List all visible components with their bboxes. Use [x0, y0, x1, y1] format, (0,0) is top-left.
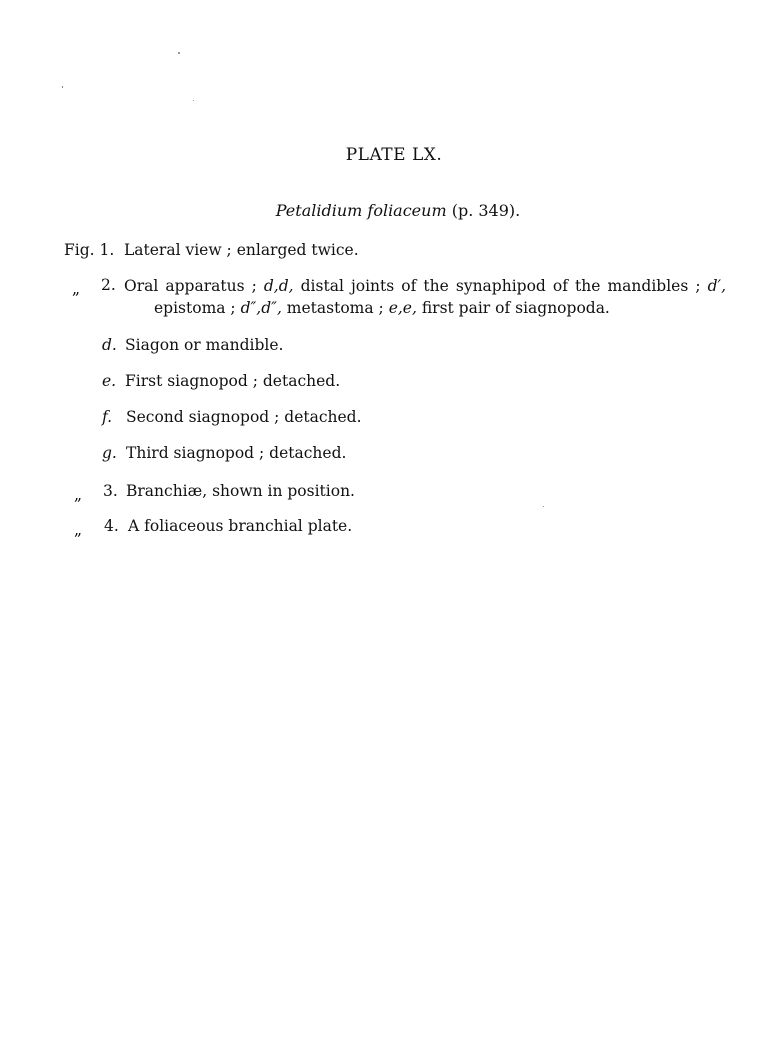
caption-text: metastoma ;	[281, 299, 389, 317]
subfig-f-letter: f.	[102, 408, 113, 426]
page-reference: (p. 349).	[446, 201, 521, 220]
caption-text: distal joints of the synaphipod of the mandibles ;	[293, 277, 708, 295]
subfig-g-letter: g.	[102, 444, 117, 462]
plate-subtitle	[0, 201, 776, 220]
caption-text: Oral apparatus ;	[124, 277, 264, 295]
subfig-d-letter: d.	[102, 336, 117, 354]
fig-number: 1.	[99, 241, 115, 259]
caption-italic: d,d,	[263, 277, 294, 295]
fig-4-caption: A foliaceous branchial plate.	[128, 517, 353, 535]
fig-3-caption: Branchiæ, shown in position.	[126, 482, 355, 500]
fig-4-number: 4.	[104, 517, 119, 535]
caption-italic: d″,d″,	[240, 299, 282, 317]
scan-speck	[193, 100, 194, 101]
fig-prefix: Fig.	[64, 241, 95, 259]
scan-speck	[178, 52, 180, 54]
fig-3-number: 3.	[103, 482, 118, 500]
fig-1-label	[64, 240, 114, 260]
species-name: Petalidium foliaceum	[275, 201, 447, 220]
subfig-e-letter: e.	[102, 372, 117, 390]
subfig-e-caption: First siagnopod ; detached.	[125, 372, 341, 390]
ditto-mark: „	[74, 521, 83, 539]
subfig-f-caption: Second siagnopod ; detached.	[126, 408, 362, 426]
subfig-d-caption: Siagon or mandible.	[125, 336, 284, 354]
fig-2-caption-line-1	[124, 275, 726, 297]
caption-italic: d′,	[707, 277, 726, 295]
caption-text: first pair of siagnopoda.	[416, 299, 610, 317]
scan-speck	[543, 506, 544, 507]
subfig-g-caption: Third siagnopod ; detached.	[126, 444, 347, 462]
scan-speck	[62, 86, 63, 88]
fig-2-caption-line-2	[154, 297, 610, 319]
caption-italic: e,e,	[388, 299, 417, 317]
caption-text: epistoma ;	[154, 299, 241, 317]
fig-1-caption: Lateral view ; enlarged twice.	[124, 241, 359, 259]
ditto-mark: „	[72, 280, 81, 298]
plate-title: PLATE LX.	[345, 145, 443, 165]
fig-2-number: 2.	[101, 276, 116, 294]
ditto-mark: „	[74, 486, 83, 504]
